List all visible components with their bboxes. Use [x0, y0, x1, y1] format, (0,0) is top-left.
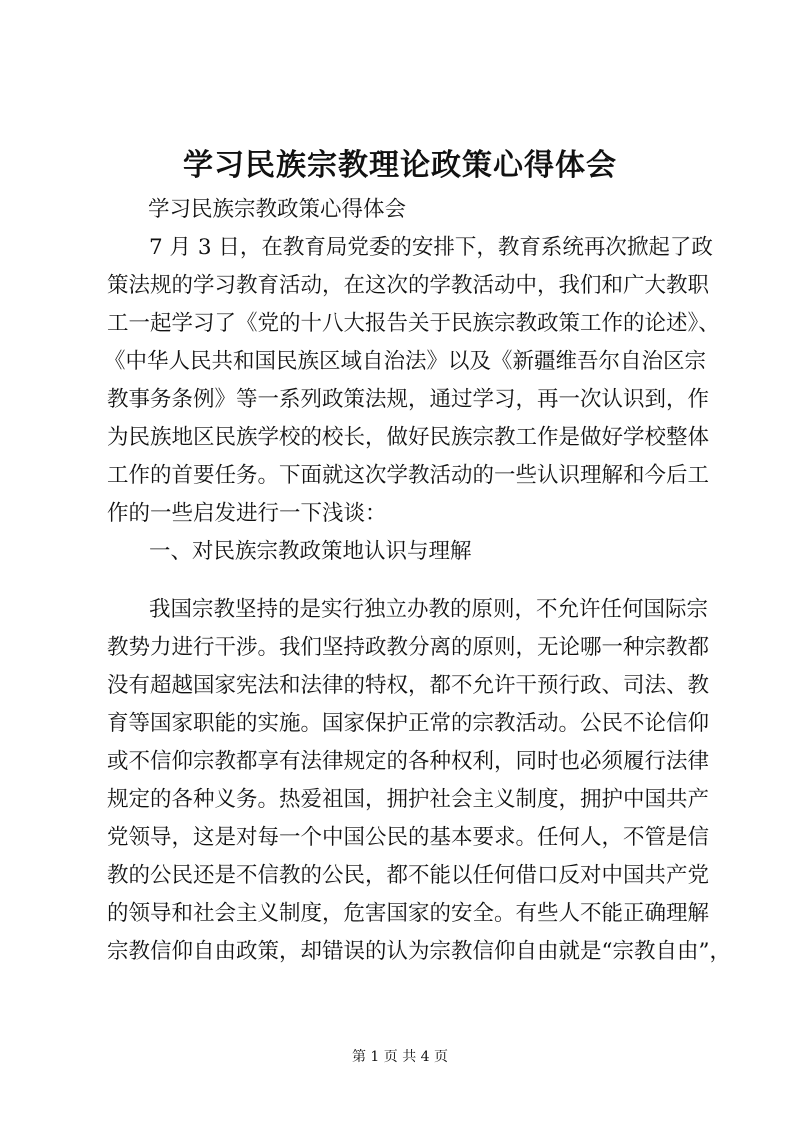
body-line: 作的一些启发进行一下浅谈： [107, 501, 387, 526]
body-line: 为民族地区民族学校的校长，做好民族宗教工作是做好学校整体 [107, 425, 710, 450]
body-line: 教势力进行干涉。我们坚持政教分离的原则，无论哪一种宗教都 [107, 635, 710, 660]
body-line: 工一起学习了《党的十八大报告关于民族宗教政策工作的论述》、 [107, 311, 720, 336]
body-line: 育等国家职能的实施。国家保护正常的宗教活动。公民不论信仰 [107, 711, 710, 736]
body-line: 我国宗教坚持的是实行独立办教的原则，不允许任何国际宗 [149, 597, 709, 622]
body-line: 规定的各种义务。热爱祖国，拥护社会主义制度，拥护中国共产 [107, 787, 710, 812]
page-footer: 第 1 页 共 4 页 [351, 1049, 449, 1065]
body-line: 党领导，这是对每一个中国公民的基本要求。任何人，不管是信 [107, 825, 710, 850]
body-line: 《中华人民共和国民族区域自治法》以及《新疆维吾尔自治区宗 [104, 349, 707, 374]
body-line: 或不信仰宗教都享有法律规定的各种权利，同时也必须履行法律 [107, 749, 710, 774]
body-line: 7 月 3 日，在教育局党委的安排下，教育系统再次掀起了政 [149, 235, 713, 260]
body-line: 教的公民还是不信教的公民，都不能以任何借口反对中国共产党 [107, 863, 710, 888]
section-heading: 一、对民族宗教政策地认识与理解 [149, 539, 472, 564]
body-line: 没有超越国家宪法和法律的特权，都不允许干预行政、司法、教 [107, 673, 710, 698]
body-line: 教事务条例》等一系列政策法规，通过学习，再一次认识到，作 [107, 387, 710, 412]
body-line: 工作的首要任务。下面就这次学教活动的一些认识理解和今后工 [107, 463, 710, 488]
body-line: 宗教信仰自由政策，却错误的认为宗教信仰自由就是“宗教自由”， [107, 939, 731, 964]
document-title: 学习民族宗教理论政策心得体会 [183, 148, 617, 183]
body-line: 学习民族宗教政策心得体会 [148, 197, 407, 222]
body-line: 策法规的学习教育活动，在这次的学教活动中，我们和广大教职 [107, 273, 710, 298]
body-line: 的领导和社会主义制度，危害国家的安全。有些人不能正确理解 [107, 901, 710, 926]
